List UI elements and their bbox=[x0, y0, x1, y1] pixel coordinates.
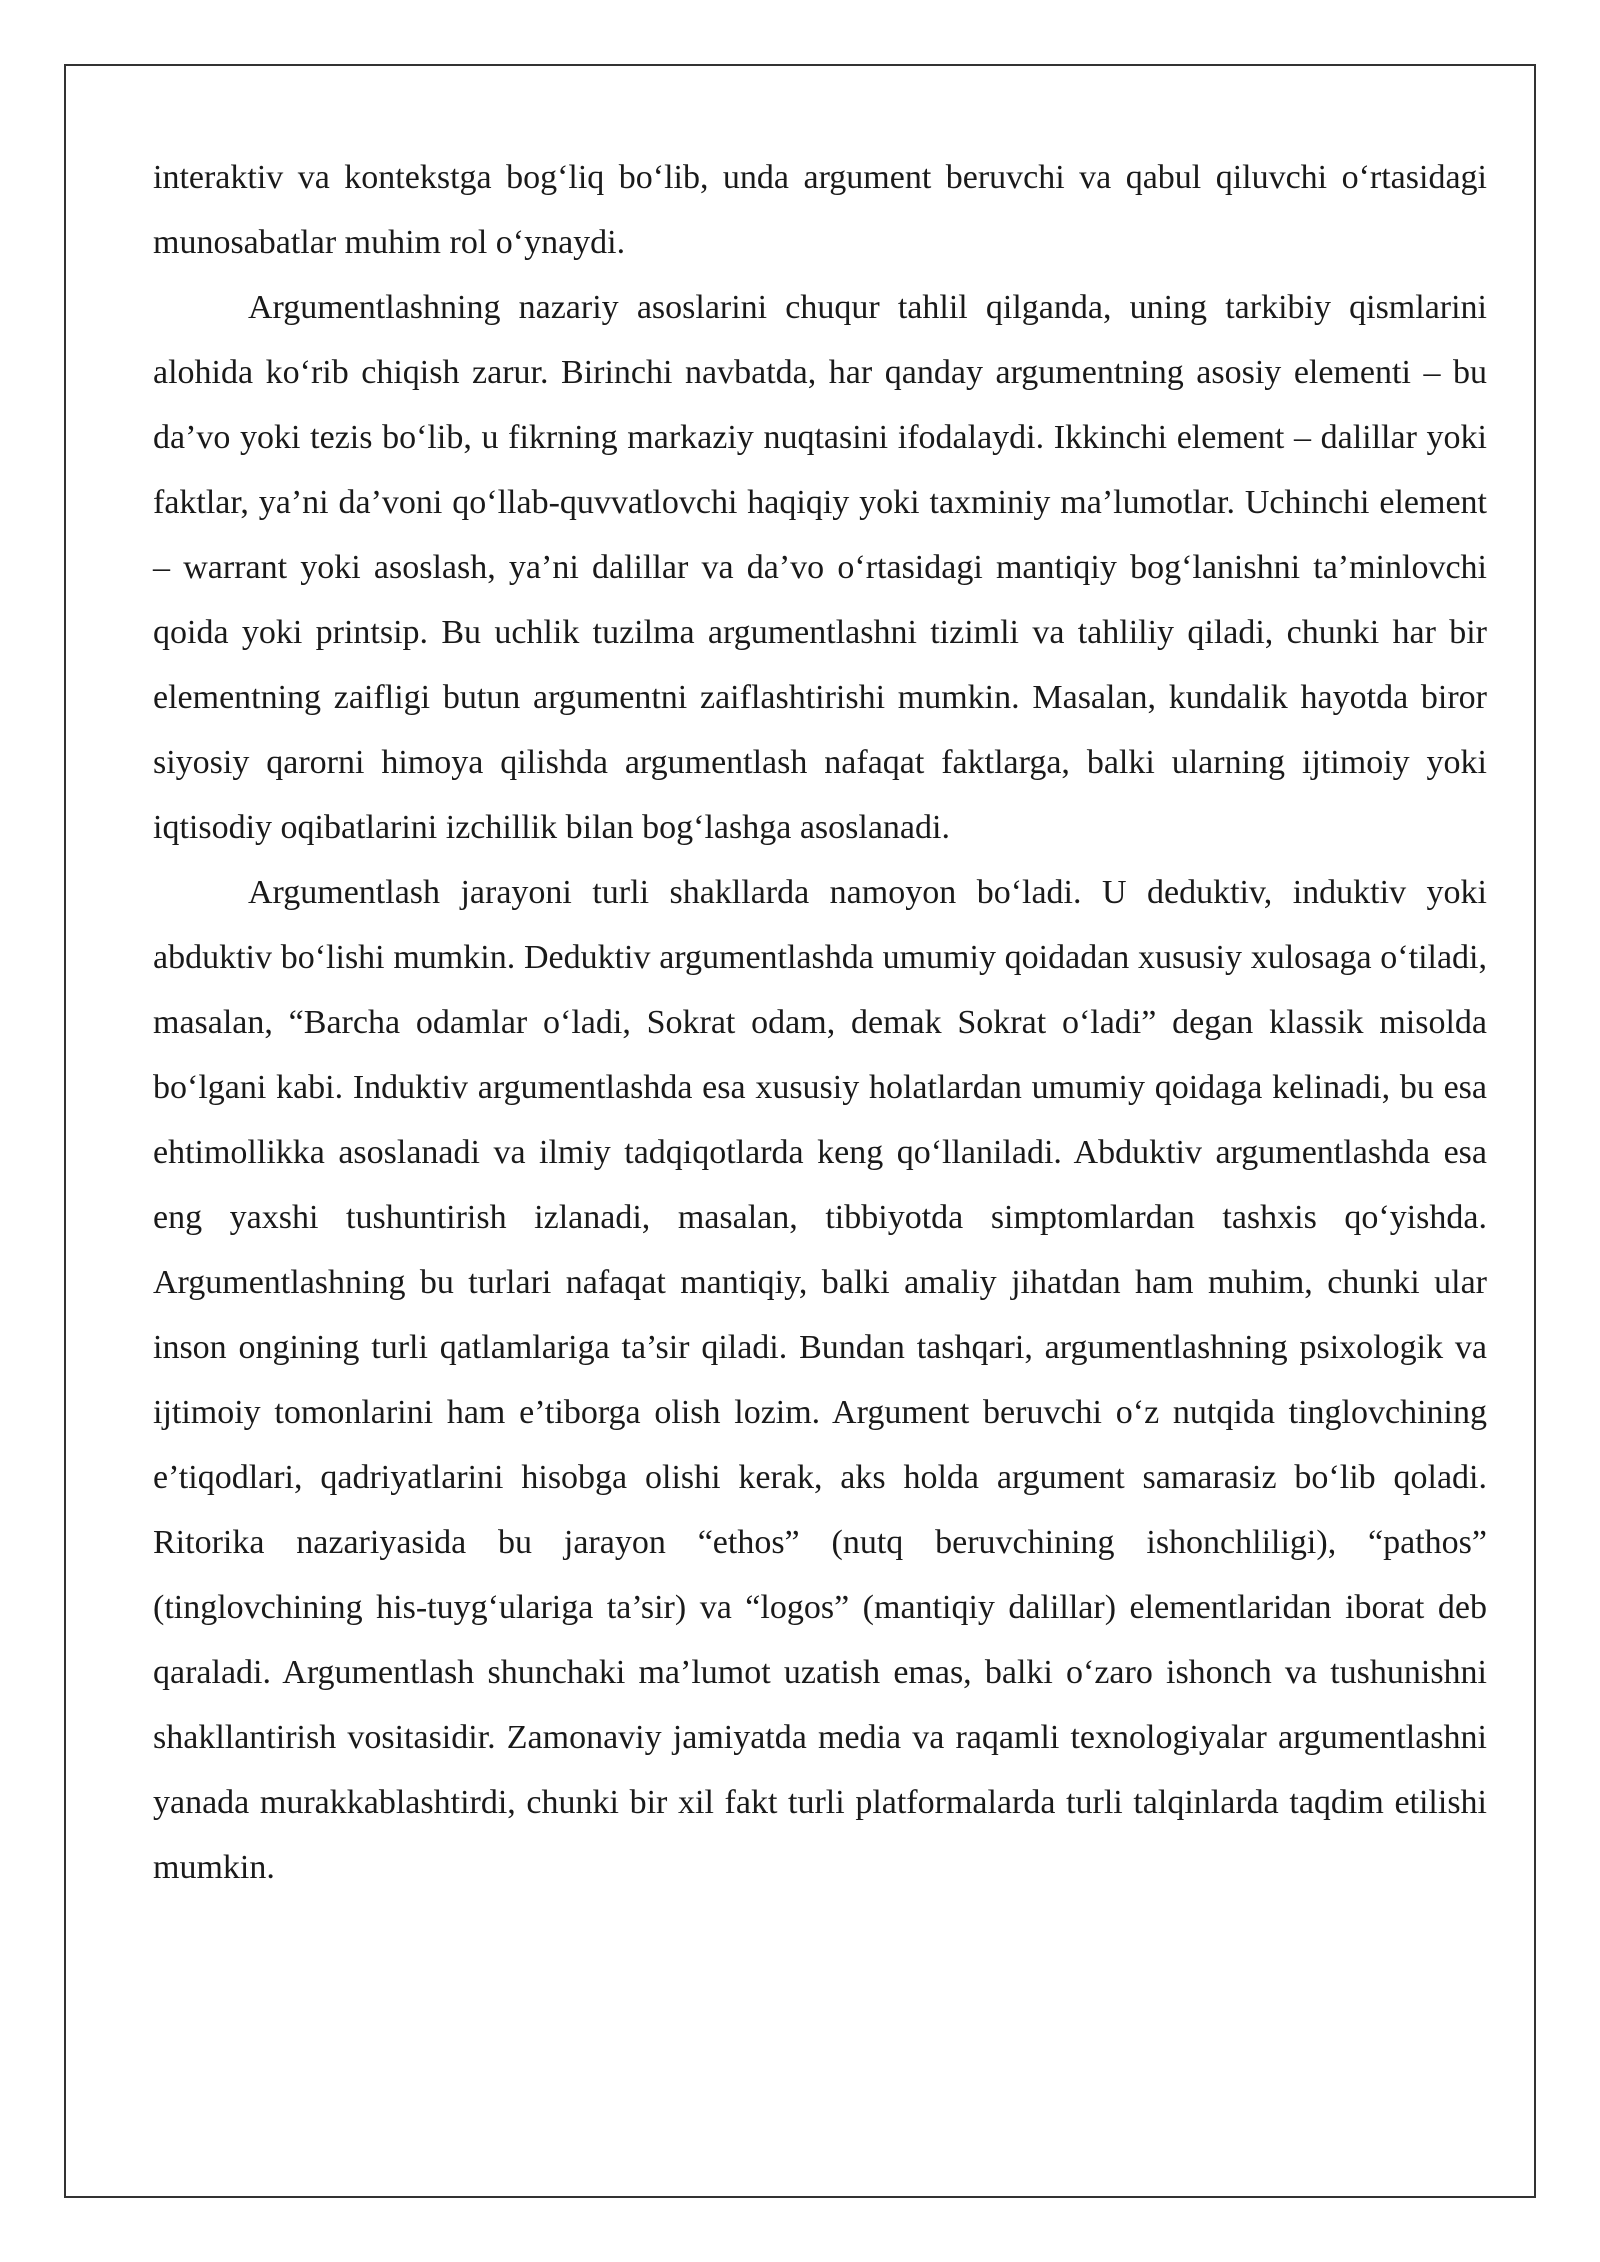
paragraph-argument-structure: Argumentlashning nazariy asoslarini chuqur tahlil qilganda, uning tarkibiy qismlarini alohida ko‘rib chiqish zarur. Birinchi navbatda, har qanday argumentning asosiy elementi – bu da’vo yoki tezis bo‘lib, u fikrning markaziy nuqtasini ifodalaydi. Ikkinchi element – dalillar yoki faktlar, ya’ni da’voni qo‘llab-quvvatlovchi haqiqiy yoki taxminiy ma’lumotlar. Uchinchi element – warrant yoki asoslash, ya’ni dalillar va da’vo o‘rtasidagi mantiqiy bog‘lanishni ta’minlovchi qoida yoki printsip. Bu uchlik tuzilma argumentlashni tizimli va tahliliy qiladi, chunki har bir elementning zaifligi butun argumentni zaiflashtirishi mumkin. Masalan, kundalik hayotda biror siyosiy qarorni himoya qilishda argumentlash nafaqat faktlarga, balki ularning ijtimoiy yoki iqtisodiy oqibatlarini izchillik bilan bog‘lashga asoslanadi. bbox=[153, 289, 1487, 846]
paragraph-continuation: interaktiv va kontekstga bog‘liq bo‘lib, unda argument beruvchi va qabul qiluvchi o‘rtasidagi munosabatlar muhim rol o‘ynaydi. bbox=[153, 159, 1487, 261]
paragraph-argument-forms: Argumentlash jarayoni turli shakllarda namoyon bo‘ladi. U deduktiv, induktiv yoki abduktiv bo‘lishi mumkin. Deduktiv argumentlashda umumiy qoidadan xususiy xulosaga o‘tiladi, masalan, “Barcha odamlar o‘ladi, Sokrat odam, demak Sokrat o‘ladi” degan klassik misolda bo‘lgani kabi. Induktiv argumentlashda esa xususiy holatlardan umumiy qoidaga kelinadi, bu esa ehtimollikka asoslanadi va ilmiy tadqiqotlarda keng qo‘llaniladi. Abduktiv argumentlashda esa eng yaxshi tushuntirish izlanadi, masalan, tibbiyotda simptomlardan tashxis qo‘yishda. Argumentlashning bu turlari nafaqat mantiqiy, balki amaliy jihatdan ham muhim, chunki ular inson ongining turli qatlamlariga ta’sir qiladi. Bundan tashqari, argumentlashning psixologik va ijtimoiy tomonlarini ham e’tiborga olish lozim. Argument beruvchi o‘z nutqida tinglovchining e’tiqodlari, qadriyatlarini hisobga olishi kerak, aks holda argument samarasiz bo‘lib qoladi. Ritorika nazariyasida bu jarayon “ethos” (nutq beruvchining ishonchliligi), “pathos” (tinglovchining his-tuyg‘ulariga ta’sir) va “logos” (mantiqiy dalillar) elementlaridan iborat deb qaraladi. Argumentlash shunchaki ma’lumot uzatish emas, balki o‘zaro ishonch va tushunishni shakllantirish vositasidir. Zamonaviy jamiyatda media va raqamli texnologiyalar argumentlashni yanada murakkablashtirdi, chunki bir xil fakt turli platformalarda turli talqinlarda taqdim etilishi mumkin. bbox=[153, 874, 1487, 1886]
document-body bbox=[153, 145, 1487, 1900]
